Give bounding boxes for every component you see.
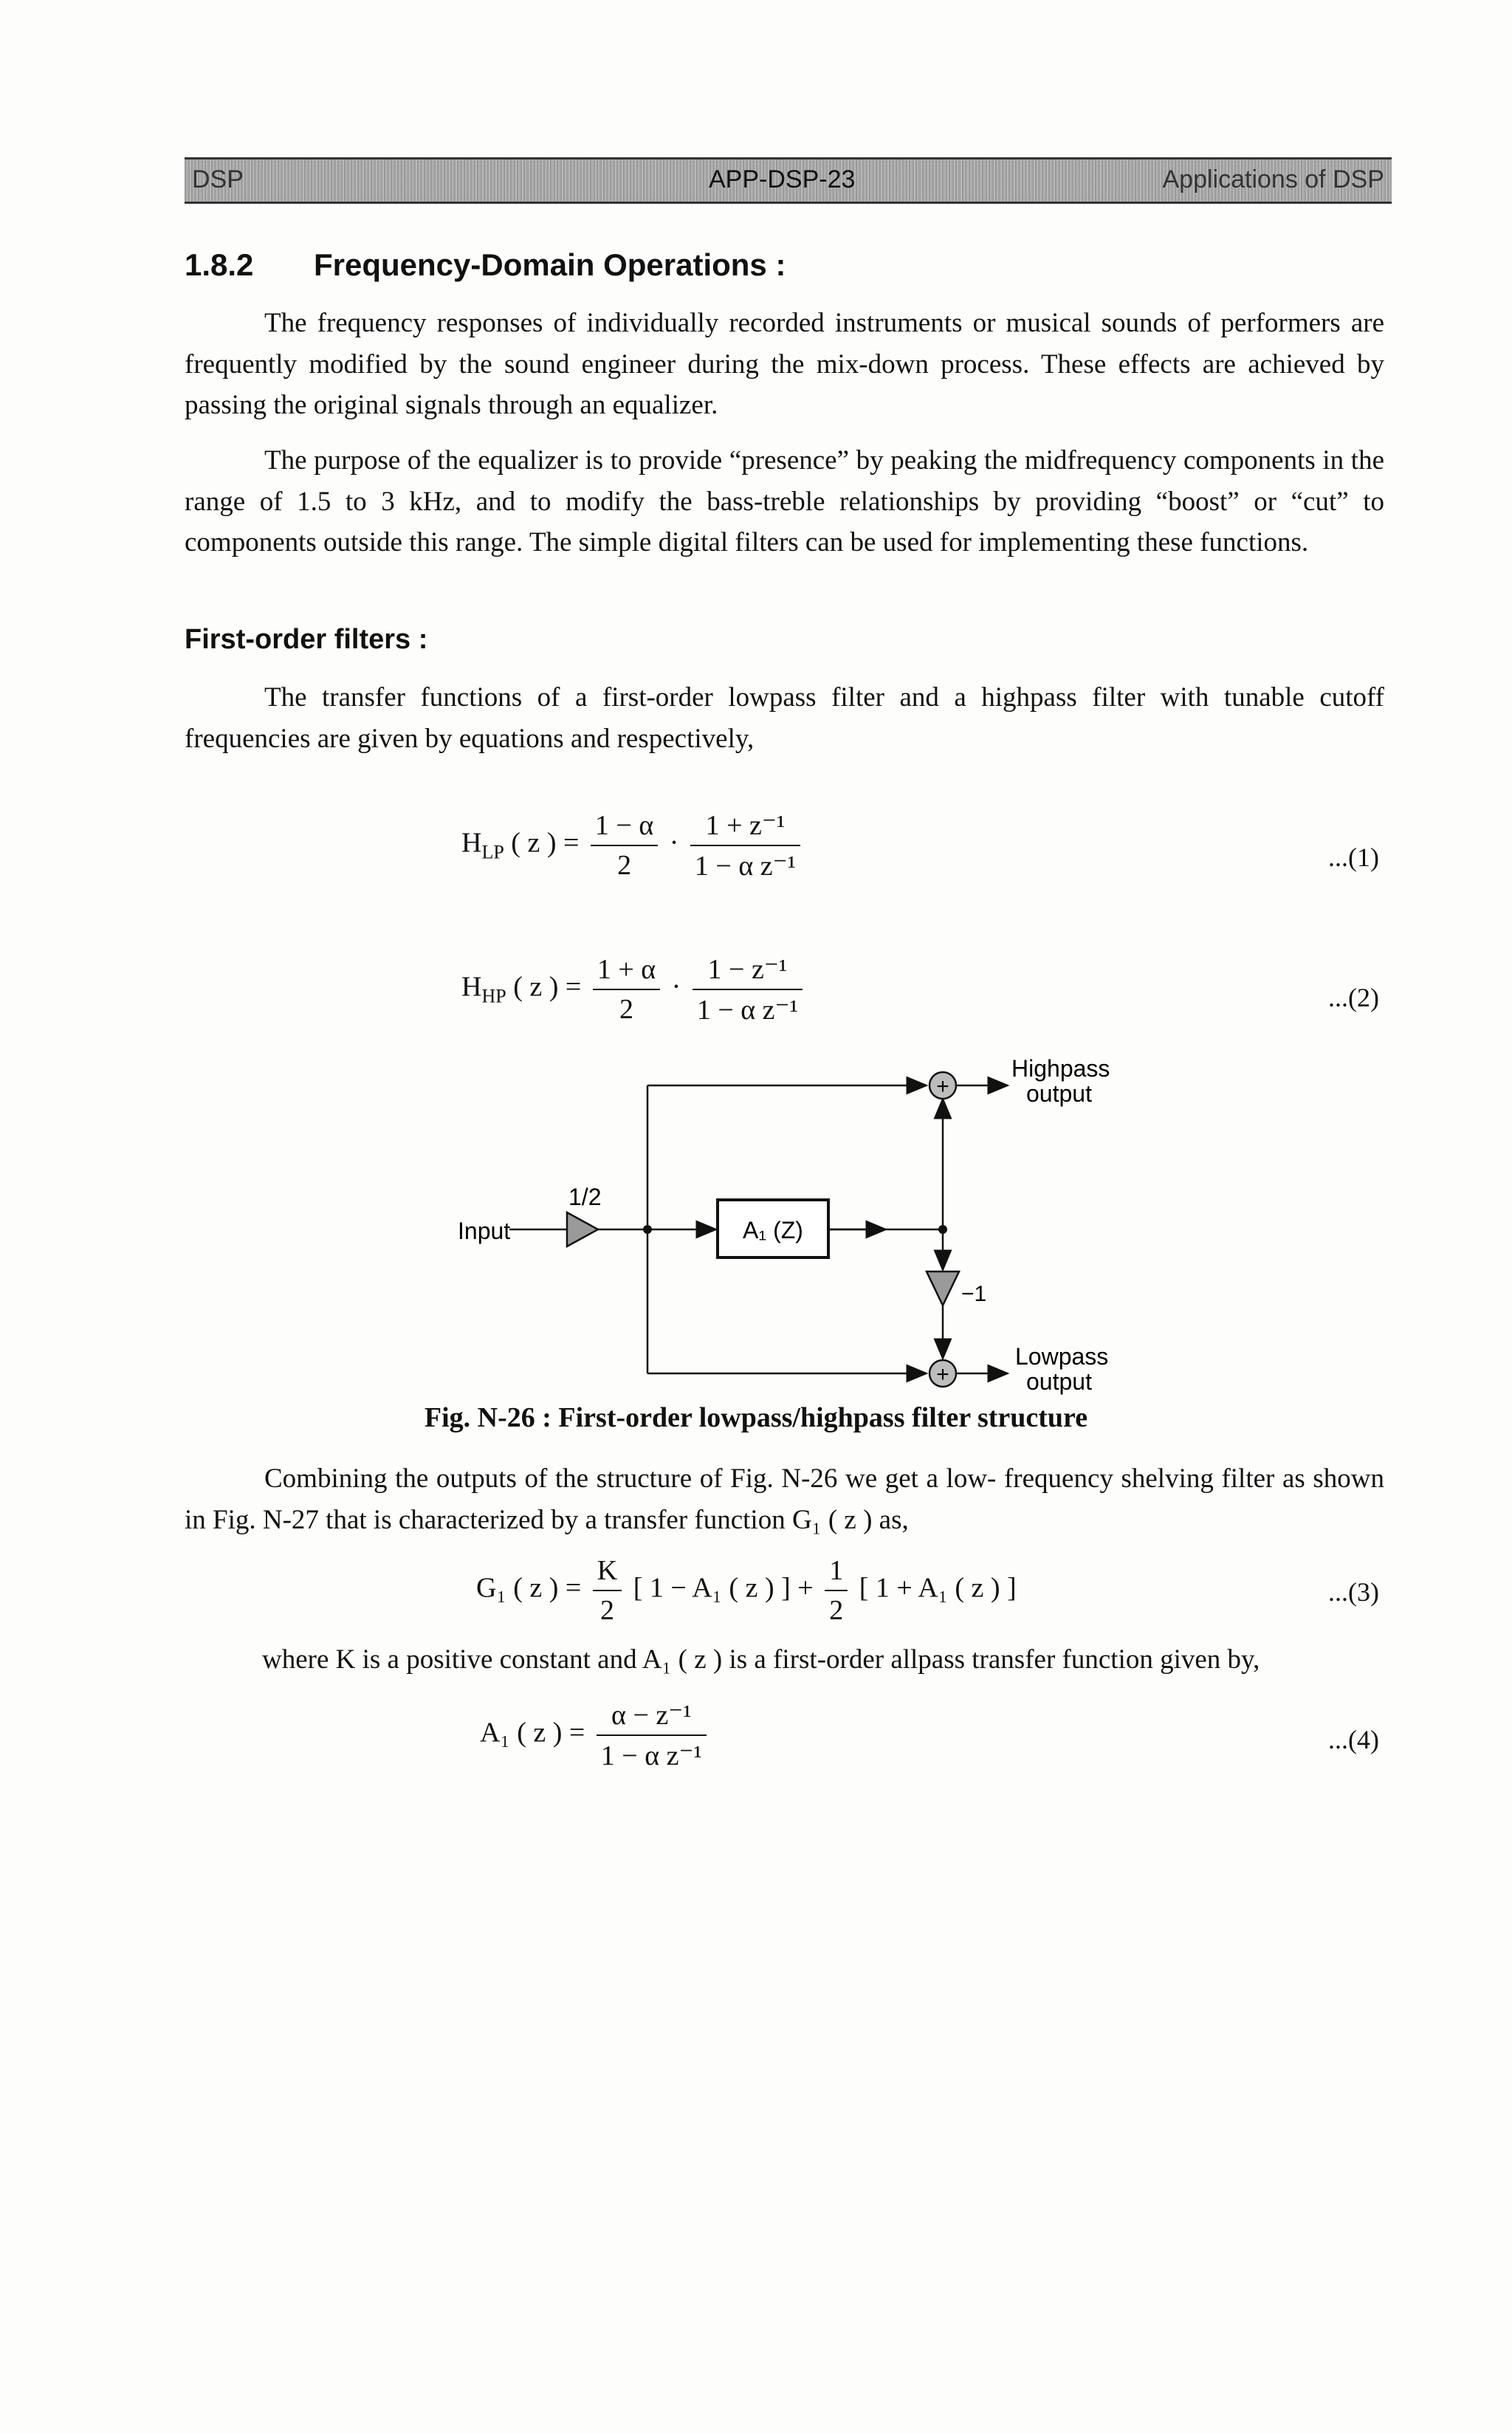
- input-label: Input: [458, 1218, 511, 1244]
- equation-1: $H_{LP}$ ( z ) = $\frac{1 - \alpha}{2}$ · $\frac{\text{1 + z⁻¹}}{\text{1 − α z⁻¹}}$: [461, 809, 805, 882]
- svg-text:+: +: [936, 1074, 949, 1099]
- paragraph-1: The frequency responses of individually recorded instruments or musical sounds of performers are frequently modified by the sound engineer during the mix-down process. These effects are achieved by passing the original signals through an equalizer.: [185, 308, 1384, 420]
- equation-3-number: ...(3): [1328, 1577, 1379, 1607]
- equation-2: $H_{HP}$ ( z ) = $\frac{1 + \alpha}{2}$ · $\frac{\text{1 − z⁻¹}}{\text{1 − α z⁻¹}}$: [461, 953, 807, 1026]
- paragraph-4: Combining the outputs of the structure of Fig. N-26 we get a low- frequency shelving filter as shown in Fig. N-27 that is characterized by a transfer function G₁ ( z ) as,: [185, 1463, 1384, 1535]
- lowpass-label: Lowpass: [1015, 1343, 1109, 1370]
- section-title-text: Frequency-Domain Operations :: [314, 247, 786, 282]
- filter-structure-diagram: [443, 1049, 1152, 1403]
- paragraph-5: where K is a positive constant and A₁ ( z ) is a first-order allpass transfer function given by,: [262, 1644, 1260, 1675]
- svg-text:+: +: [936, 1362, 949, 1387]
- header-page-number: APP-DSP-23: [709, 165, 856, 193]
- equation-4: A₁ ( z ) = $\frac{\text{α − z⁻¹}}{\text{1 − α z⁻¹}}$: [480, 1698, 711, 1772]
- equation-4-number: ...(4): [1328, 1725, 1379, 1754]
- allpass-block-label: A₁ (Z): [743, 1217, 803, 1243]
- gain-triangle-icon: [567, 1212, 598, 1246]
- lowpass-label-2: output: [1026, 1368, 1092, 1395]
- header-right: Applications of DSP: [1162, 165, 1384, 193]
- paragraph-2: The purpose of the equalizer is to provide “presence” by peaking the midfrequency components in the range of 1.5 to 3 kHz, and to modify the bass-treble relationships by providing “boost” or “cut” to components outside this range. The simple digital filters can be used for implementing these functions.: [185, 445, 1384, 557]
- gain-label: 1/2: [568, 1184, 602, 1210]
- figure-caption: Fig. N-26 : First-order lowpass/highpass filter structure: [424, 1402, 1088, 1433]
- highpass-label: Highpass: [1011, 1055, 1110, 1082]
- equation-2-number: ...(2): [1328, 983, 1379, 1012]
- subheading: First-order filters :: [185, 624, 428, 655]
- equation-1-number: ...(1): [1328, 843, 1379, 872]
- header-left: DSP: [192, 165, 244, 193]
- section-title: [185, 247, 786, 283]
- section-number: 1.8.2: [185, 247, 254, 282]
- highpass-label-2: output: [1026, 1080, 1092, 1107]
- paragraph-3: The transfer functions of a first-order lowpass filter and a highpass filter with tunable cutoff frequencies are given by equations and respectively,: [185, 682, 1384, 754]
- inverter-label: −1: [961, 1282, 987, 1306]
- page-header: [185, 157, 1392, 204]
- equation-3: G₁ ( z ) = $\frac{K}{2}$ [ 1 − A₁ ( z ) ] + $\frac{1}{2}$ [ 1 + A₁ ( z ) ]: [476, 1555, 1017, 1626]
- inverter-triangle-icon: [927, 1272, 959, 1305]
